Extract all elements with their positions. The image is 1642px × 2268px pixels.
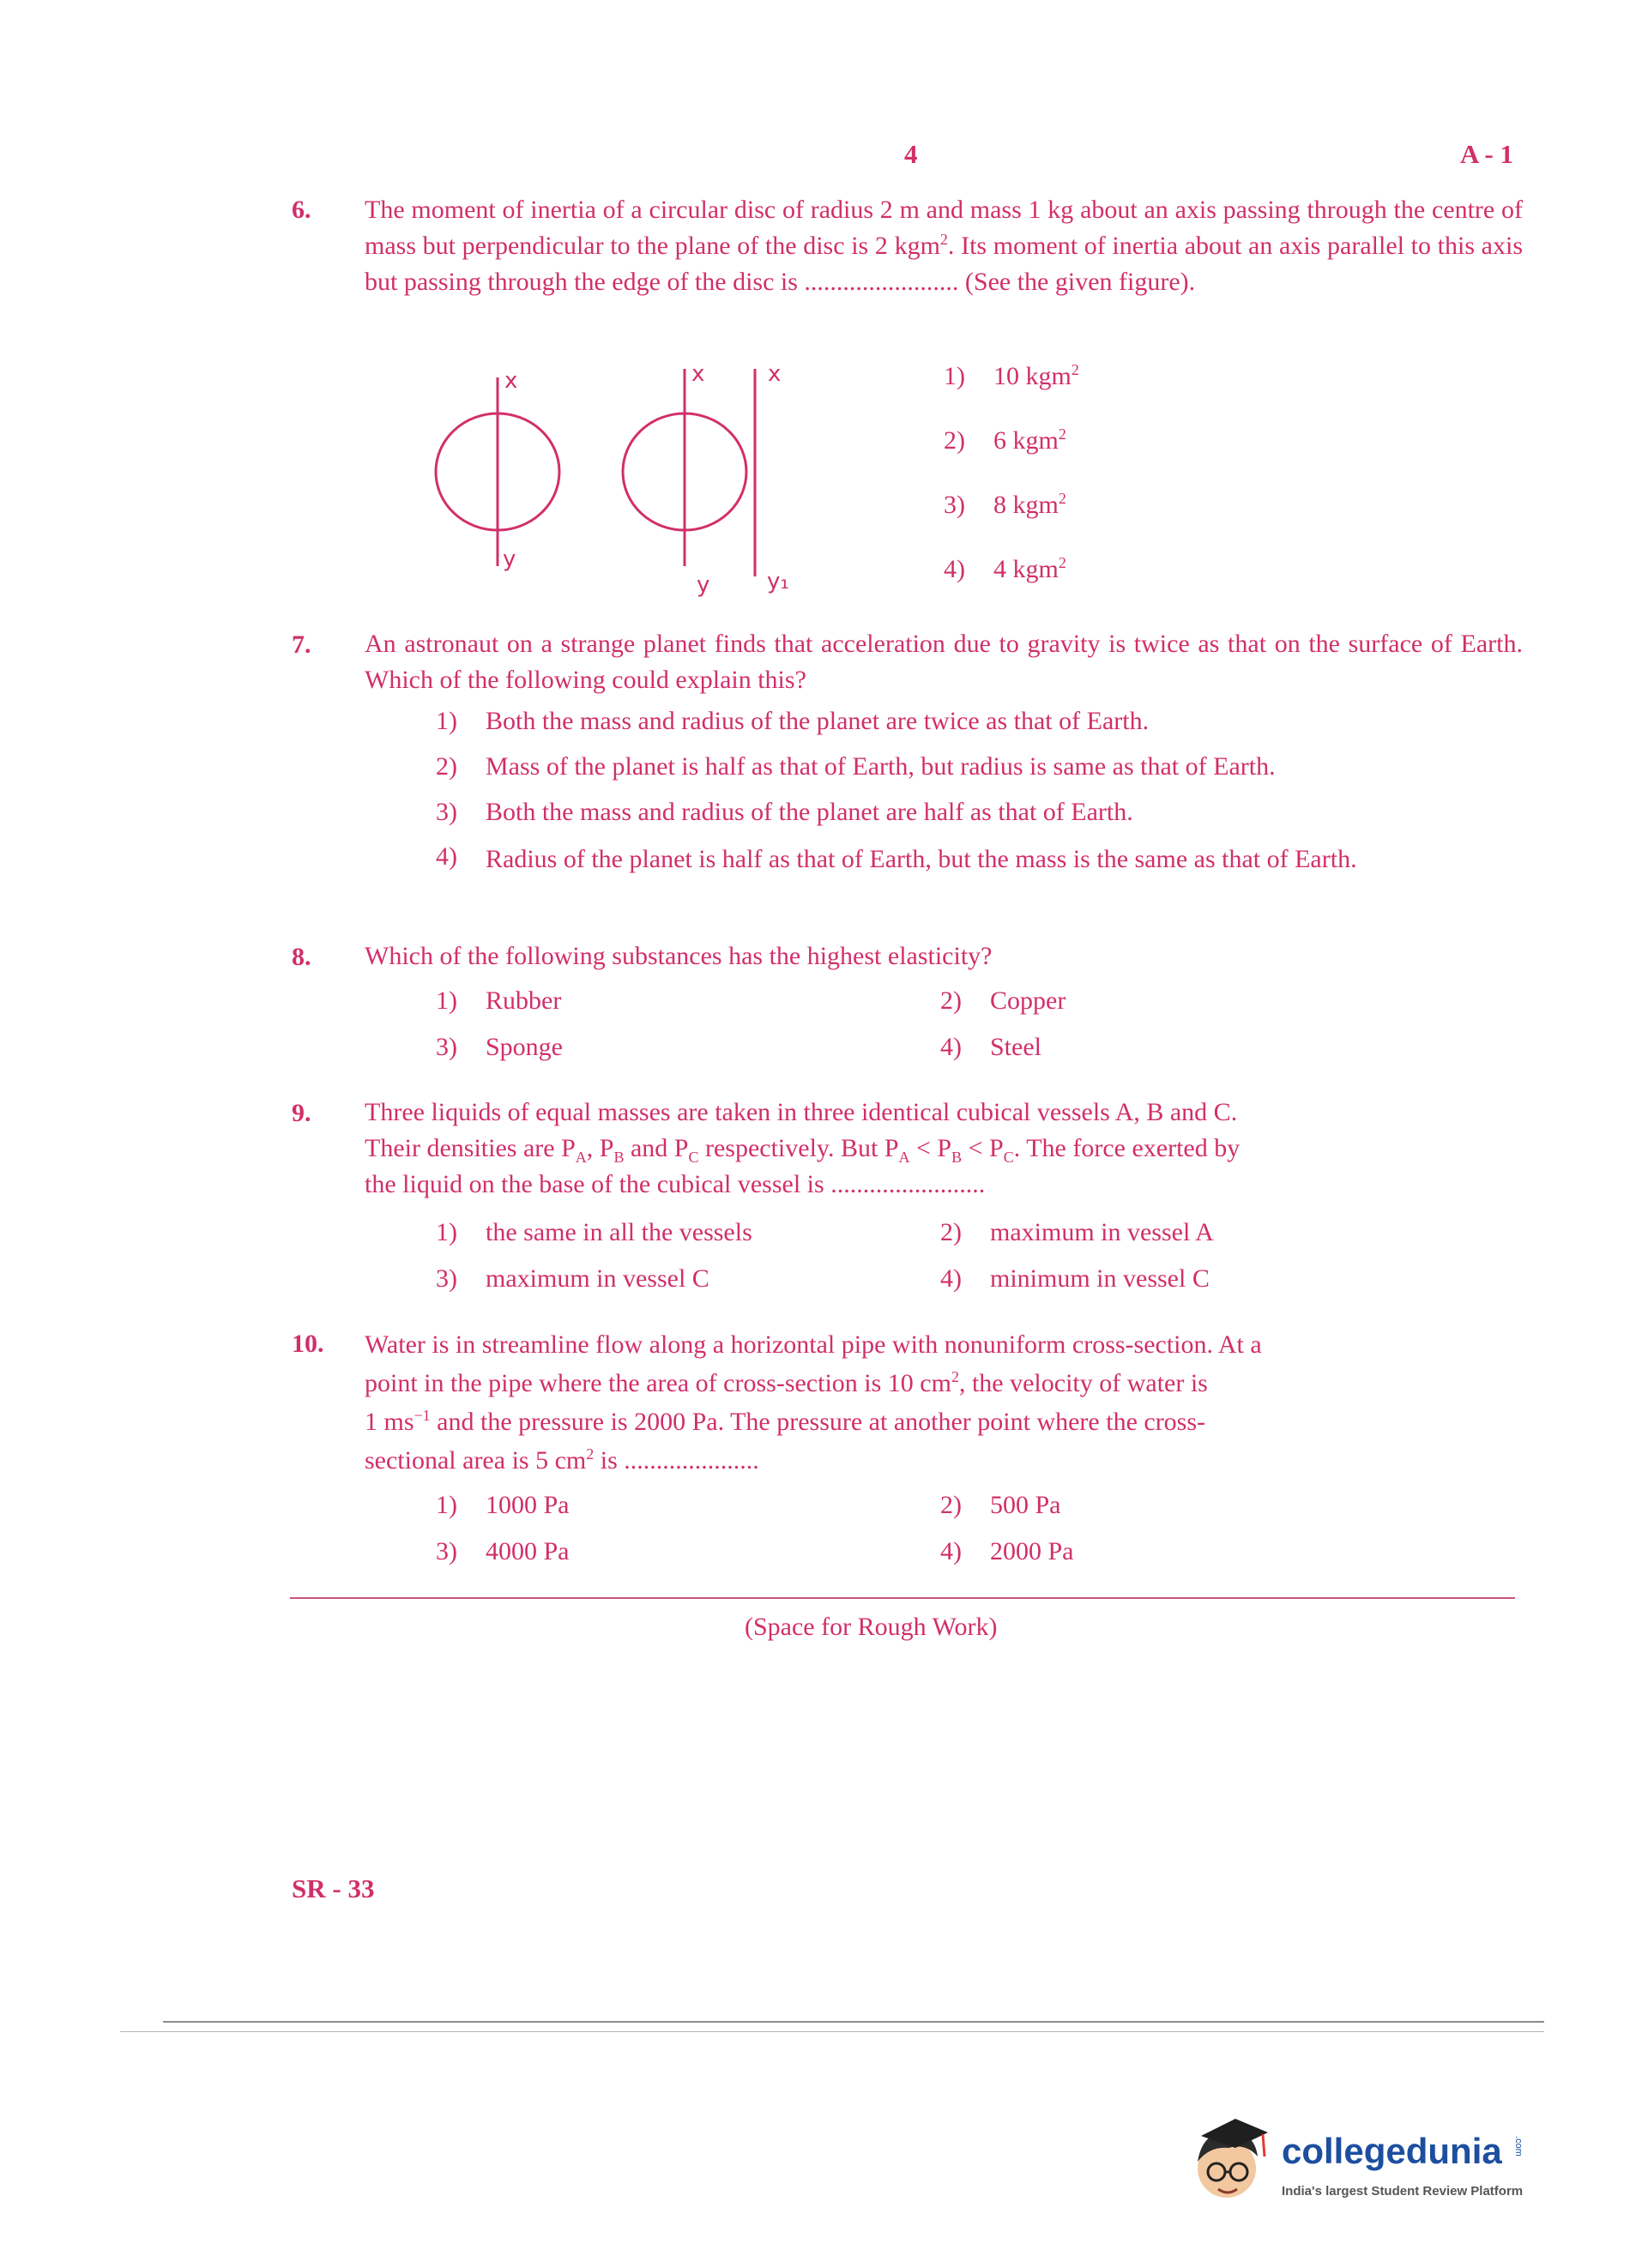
option-text: 6 kgm — [993, 426, 1059, 455]
question-7-number: 7. — [292, 630, 311, 659]
scan-line-faint — [120, 2031, 1544, 2032]
q7-option-4 — [436, 842, 1525, 877]
option-text: 2000 Pa — [990, 1537, 1074, 1565]
option-sup: 2 — [1058, 554, 1066, 571]
q9-sub: A — [898, 1149, 910, 1166]
q10-option-4 — [940, 1537, 1074, 1566]
question-9-line-3: the liquid on the base of the cubical vessel is ........................ — [365, 1170, 986, 1198]
q7-option-2 — [436, 752, 1525, 781]
q9-sub: B — [951, 1149, 963, 1166]
option-text: 4 kgm — [993, 555, 1059, 583]
q10-sup: 2 — [586, 1445, 595, 1463]
q6-option-4 — [944, 555, 1066, 584]
q10-text: , the velocity of water is — [958, 1369, 1208, 1397]
option-text: 8 kgm — [993, 491, 1059, 519]
q8-option-2 — [940, 986, 1065, 1016]
question-6-text-part1: The moment of inertia of a circular disc of radius 2 m and mass 1 kg about an axis passing through the centre of mass but perpendicular to the plane of the disc is 2 kgm — [365, 196, 1523, 260]
q8-option-3 — [436, 1033, 563, 1062]
option-text: minimum in vessel C — [990, 1264, 1210, 1293]
question-6-text — [365, 192, 1523, 300]
q9-option-3 — [436, 1264, 709, 1294]
option-number: 2) — [940, 986, 962, 1015]
option-text: 4000 Pa — [486, 1537, 570, 1565]
q10-text: is ..................... — [594, 1446, 759, 1475]
q9-option-4 — [940, 1264, 1210, 1294]
q9-sub: B — [613, 1149, 625, 1166]
option-number: 4) — [940, 1537, 962, 1565]
option-text: Copper — [990, 986, 1066, 1015]
option-number: 3) — [436, 1537, 457, 1565]
option-number: 2) — [940, 1491, 962, 1519]
label-y-center: y — [697, 572, 710, 598]
option-text: Radius of the planet is half as that of Earth, but the mass is the same as that of Earth. — [486, 845, 1357, 873]
q10-text: and the pressure is 2000 Pa. The pressure at another point where the cross- — [430, 1408, 1206, 1436]
option-number: 2) — [436, 752, 457, 781]
q9-text: Their densities are P — [365, 1134, 576, 1162]
footer-code: SR - 33 — [292, 1873, 375, 1903]
question-8-text: Which of the following substances has the highest elasticity? — [365, 942, 993, 970]
q9-text: < P — [909, 1134, 952, 1162]
q10-text: point in the pipe where the area of cross-section is 10 cm — [365, 1369, 951, 1397]
option-text: Both the mass and radius of the planet are twice as that of Earth. — [486, 707, 1150, 735]
q9-sub: C — [1003, 1149, 1014, 1166]
mascot-icon — [1186, 2112, 1271, 2215]
q10-text: 1 ms — [365, 1408, 414, 1436]
question-8-number: 8. — [292, 943, 311, 971]
option-number: 1) — [436, 707, 457, 735]
option-text: Rubber — [486, 986, 562, 1015]
option-number: 3) — [436, 798, 457, 826]
option-number: 1) — [944, 362, 965, 390]
option-number: 1) — [436, 986, 457, 1015]
q9-text: respectively. But P — [698, 1134, 899, 1162]
q9-text: and P — [624, 1134, 689, 1162]
option-text: 500 Pa — [990, 1491, 1061, 1519]
rough-work-label: (Space for Rough Work) — [745, 1613, 998, 1641]
question-9-text — [365, 1095, 1523, 1203]
option-text: 10 kgm — [993, 362, 1072, 390]
option-number: 3) — [436, 1264, 457, 1293]
label-x-center: x — [691, 361, 705, 387]
q9-text: < P — [962, 1134, 1004, 1162]
option-number: 1) — [436, 1218, 457, 1246]
question-6-sup: 2 — [939, 231, 948, 248]
option-text: Both the mass and radius of the planet are half as that of Earth. — [486, 798, 1133, 826]
option-number: 3) — [944, 491, 965, 519]
q6-option-2 — [944, 426, 1066, 455]
option-number: 2) — [944, 426, 965, 455]
option-sup: 2 — [1058, 425, 1066, 443]
scan-line — [163, 2021, 1544, 2023]
option-number: 2) — [940, 1218, 962, 1246]
label-y-left: y — [503, 546, 516, 572]
option-number: 1) — [436, 1491, 457, 1519]
option-text: Mass of the planet is half as that of Earth, but radius is same as that of Earth. — [486, 752, 1276, 781]
option-number: 4) — [944, 555, 965, 583]
q9-text: , P — [586, 1134, 614, 1162]
question-10-number: 10. — [292, 1330, 324, 1358]
label-x-edge: x — [768, 361, 782, 387]
q9-sub: C — [688, 1149, 699, 1166]
option-sup: 2 — [1058, 490, 1066, 507]
q10-option-2 — [940, 1491, 1061, 1520]
q10-sup: −1 — [414, 1407, 431, 1424]
disc-figure — [420, 352, 815, 600]
q9-text: . The force exerted by — [1013, 1134, 1241, 1162]
question-6-text-part2: . Its moment of inertia about an axis parallel to this axis but passing through the edge of the disc is ........................ (See the given figure). — [365, 232, 1523, 296]
option-number: 4) — [940, 1033, 962, 1061]
logo-tagline: India's largest Student Review Platform — [1282, 2184, 1524, 2199]
option-text: 1000 Pa — [486, 1491, 570, 1519]
option-number: 4) — [436, 842, 457, 871]
q10-option-3 — [436, 1537, 570, 1566]
question-10-line-1: Water is in streamline flow along a horizontal pipe with nonuniform cross-section. At a — [365, 1330, 1262, 1359]
question-6-number: 6. — [292, 196, 311, 224]
q10-sup: 2 — [951, 1368, 959, 1385]
logo-wordmark: collegedunia — [1282, 2131, 1502, 2171]
option-text: maximum in vessel C — [486, 1264, 709, 1293]
paper-code: A - 1 — [1460, 139, 1513, 169]
label-x-left: x — [504, 368, 518, 394]
question-7-text: An astronaut on a strange planet finds that acceleration due to gravity is twice as that on the surface of Earth. Which of the following could explain this? — [365, 630, 1523, 694]
question-9-line-2 — [365, 1131, 1523, 1167]
q7-option-3 — [436, 798, 1525, 827]
option-text: the same in all the vessels — [486, 1218, 752, 1246]
question-10-line-2 — [365, 1364, 1523, 1402]
q9-sub: A — [575, 1149, 587, 1166]
question-9-line-1: Three liquids of equal masses are taken in three identical cubical vessels A, B and C. — [365, 1098, 1238, 1126]
collegedunia-logo — [1186, 2112, 1546, 2215]
q6-option-3 — [944, 491, 1066, 520]
question-9-number: 9. — [292, 1099, 311, 1127]
option-sup: 2 — [1071, 361, 1079, 378]
question-10-line-4 — [365, 1441, 1523, 1480]
label-y1-edge: y₁ — [767, 569, 789, 594]
page-number: 4 — [904, 139, 918, 169]
option-text: Steel — [990, 1033, 1041, 1061]
q10-text: sectional area is 5 cm — [365, 1446, 587, 1475]
option-number: 4) — [940, 1264, 962, 1293]
q8-option-4 — [940, 1033, 1041, 1062]
q6-option-1 — [944, 362, 1079, 391]
q8-option-1 — [436, 986, 561, 1016]
section-divider — [290, 1597, 1515, 1599]
question-10-text — [365, 1325, 1523, 1480]
q9-option-1 — [436, 1218, 752, 1247]
option-text: Sponge — [486, 1033, 563, 1061]
question-10-line-3 — [365, 1402, 1523, 1441]
q7-option-1 — [436, 707, 1525, 736]
option-text: maximum in vessel A — [990, 1218, 1214, 1246]
logo-suffix: .com — [1513, 2136, 1524, 2156]
option-number: 3) — [436, 1033, 457, 1061]
q10-option-1 — [436, 1491, 570, 1520]
q9-option-2 — [940, 1218, 1214, 1247]
